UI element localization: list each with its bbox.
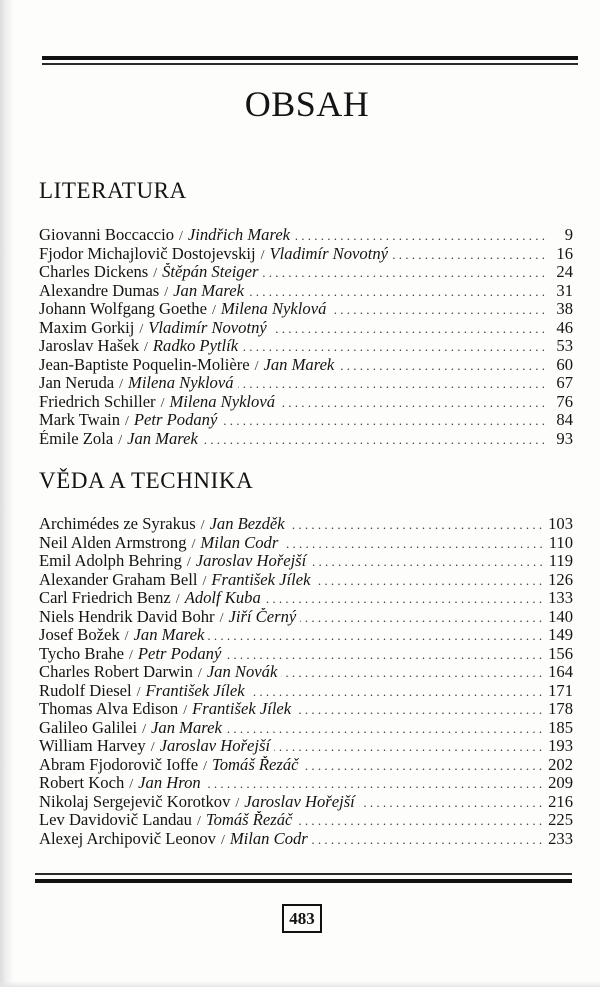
dot-leader [296, 812, 542, 830]
entry-subject: Fjodor Michajlovič Dostojevskij [39, 244, 256, 263]
entry-separator: / [164, 284, 169, 300]
entry-separator: / [150, 740, 155, 755]
toc-entry[interactable] [39, 337, 573, 356]
top-rule-thick [42, 56, 578, 60]
entry-subject: Alexandre Dumas [39, 281, 160, 300]
entry-subject: Carl Friedrich Benz [39, 589, 171, 607]
dot-leader [281, 664, 542, 682]
entry-page-number: 46 [556, 318, 573, 337]
entry-author: Štěpán Steiger [162, 263, 259, 281]
entry-author: Tomáš Řezáč [212, 755, 299, 774]
section-heading-veda-a-technika: VĚDA A TECHNIKA [39, 468, 254, 493]
toc-entry[interactable] [39, 589, 573, 608]
dot-leader [294, 227, 545, 245]
toc-entry[interactable] [39, 534, 573, 553]
entry-author: Vladimír Novotný [269, 244, 388, 263]
entry-separator: / [191, 536, 196, 552]
entry-subject: Jan Neruda [39, 374, 115, 392]
entry-separator: / [220, 832, 225, 848]
toc-entry[interactable] [39, 226, 573, 245]
entry-page-number: 110 [548, 533, 573, 552]
entry-subject: Tycho Brahe [39, 644, 125, 663]
entry-page-number: 164 [548, 663, 573, 681]
entry-page-number: 24 [556, 263, 573, 281]
toc-entry[interactable] [39, 263, 573, 282]
toc-entry[interactable] [39, 663, 573, 682]
toc-entry[interactable] [39, 682, 573, 701]
entry-author: František Jílek [192, 700, 292, 718]
entry-page-number: 133 [548, 589, 573, 607]
entry-separator: / [202, 573, 207, 589]
dot-leader [248, 283, 545, 301]
entry-subject: Maxim Gorkij [39, 318, 135, 337]
entry-author: Jan Bezděk [209, 515, 285, 533]
dot-leader [279, 394, 545, 412]
toc-entry[interactable] [39, 719, 573, 738]
entry-author: Petr Podaný [133, 411, 218, 429]
entry-page-number: 67 [556, 374, 573, 392]
entry-separator: / [118, 432, 123, 448]
entry-separator: / [129, 777, 134, 792]
entry-subject: Alexander Graham Bell [39, 570, 198, 589]
entry-page-number: 156 [548, 644, 573, 663]
entry-page-number: 149 [548, 626, 573, 644]
toc-entry[interactable] [39, 282, 573, 301]
toc-entry[interactable] [39, 411, 573, 430]
dot-leader [303, 757, 543, 775]
entry-subject: Galileo Galilei [39, 718, 138, 737]
entry-page-number: 60 [556, 355, 573, 374]
page-number: 483 [282, 904, 322, 933]
dot-leader [202, 431, 545, 449]
entry-author: Milan Codr [229, 829, 308, 848]
entry-subject: Johann Wolfgang Goethe [39, 300, 207, 318]
top-rule-thin [42, 63, 578, 65]
dot-leader [359, 794, 542, 812]
entry-page-number: 202 [548, 755, 573, 774]
entry-author: Petr Podaný [137, 644, 222, 663]
entry-subject: Archimédes ze Syrakus [39, 515, 196, 533]
entry-author: Milena Nyklová [220, 300, 327, 318]
toc-entry[interactable] [39, 626, 573, 645]
entry-separator: / [200, 518, 205, 533]
entry-separator: / [260, 247, 265, 263]
entry-page-number: 31 [556, 281, 573, 300]
dot-leader [221, 412, 545, 430]
entry-author: Radko Pytlík [152, 337, 239, 355]
entry-subject: Abram Fjodorovič Ioffe [39, 755, 199, 774]
entry-subject: Émile Zola [39, 429, 114, 448]
dot-leader [271, 320, 545, 338]
entry-separator: / [124, 629, 129, 644]
toc-entry[interactable] [39, 830, 573, 849]
dot-leader [282, 535, 542, 553]
toc-entry[interactable] [39, 245, 573, 264]
entry-page-number: 216 [548, 792, 573, 811]
dot-leader [392, 246, 545, 264]
toc-entry[interactable] [39, 571, 573, 590]
toc-entry[interactable] [39, 300, 573, 319]
dot-leader [225, 646, 542, 664]
toc-list-literatura [39, 226, 573, 448]
entry-author: Jaroslav Hořejší [195, 552, 307, 570]
entry-separator: / [179, 229, 183, 244]
section-heading-literatura: LITERATURA [39, 178, 187, 203]
entry-subject: Josef Božek [39, 626, 120, 644]
entry-separator: / [136, 684, 141, 700]
entry-author: Jan Hron [138, 774, 201, 792]
toc-entry[interactable] [39, 552, 573, 571]
dot-leader [338, 357, 545, 375]
toc-entry[interactable] [39, 811, 573, 830]
dot-leader [238, 375, 545, 393]
entry-page-number: 53 [556, 337, 573, 355]
toc-entry[interactable] [39, 515, 573, 534]
dot-leader [289, 516, 542, 534]
entry-separator: / [144, 340, 148, 355]
entry-page-number: 126 [548, 570, 573, 589]
entry-subject: Giovanni Boccaccio [39, 226, 175, 244]
entry-page-number: 140 [548, 607, 573, 626]
entry-separator: / [183, 703, 188, 718]
entry-author: Jaroslav Hořejší [244, 792, 355, 811]
entry-author: Jan Marek [133, 626, 205, 644]
entry-subject: Emil Adolph Behring [39, 552, 182, 570]
entry-page-number: 38 [556, 300, 573, 318]
toc-entry[interactable] [39, 319, 573, 338]
entry-author: Jan Marek [151, 718, 222, 737]
entry-subject: Thomas Alva Edison [39, 700, 179, 718]
toc-entry[interactable] [39, 774, 573, 793]
dot-leader [226, 720, 542, 738]
entry-author: Tomáš Řezáč [205, 811, 293, 829]
entry-author: Milena Nyklová [169, 392, 276, 411]
entry-page-number: 84 [556, 411, 573, 429]
entry-author: František Jílek [211, 570, 311, 589]
entry-subject: Jean-Baptiste Poquelin-Molière [39, 355, 250, 374]
entry-page-number: 93 [556, 429, 573, 448]
dot-leader [208, 627, 542, 645]
entry-author: František Jílek [145, 681, 245, 700]
entry-subject: William Harvey [39, 737, 146, 755]
entry-subject: Lev Davidovič Landau [39, 811, 192, 829]
entry-page-number: 171 [548, 681, 573, 700]
toc-entry[interactable] [39, 430, 573, 449]
entry-page-number: 185 [548, 718, 573, 737]
entry-page-number: 16 [556, 244, 573, 263]
bottom-rule-thick [35, 879, 572, 883]
entry-author: Jaroslav Hořejší [159, 737, 271, 755]
entry-subject: Nikolaj Sergejevič Korotkov [39, 792, 231, 811]
entry-author: Jan Marek [263, 355, 335, 374]
entry-separator: / [254, 358, 259, 374]
entry-separator: / [186, 555, 191, 570]
dot-leader [249, 683, 543, 701]
dot-leader [312, 831, 542, 849]
entry-separator: / [197, 666, 202, 681]
entry-separator: / [219, 610, 224, 626]
entry-page-number: 9 [564, 226, 573, 244]
entry-author: Jindřich Marek [187, 226, 291, 244]
toc-list-veda-a-technika [39, 515, 573, 848]
page-bottom-edge [0, 981, 600, 987]
entry-page-number: 233 [548, 829, 573, 848]
entry-separator: / [139, 321, 144, 337]
toc-entry[interactable] [39, 700, 573, 719]
entry-author: Adolf Kuba [184, 589, 261, 607]
entry-separator: / [129, 647, 133, 663]
entry-separator: / [235, 795, 240, 811]
entry-separator: / [211, 303, 216, 318]
entry-subject: Mark Twain [39, 411, 121, 429]
entry-page-number: 119 [548, 552, 573, 570]
toc-entry[interactable] [39, 793, 573, 812]
entry-separator: / [142, 721, 147, 737]
entry-author: Jan Novák [206, 663, 278, 681]
entry-author: Milan Codr [200, 533, 279, 552]
entry-subject: Jaroslav Hašek [39, 337, 139, 355]
entry-author: Vladimír Novotný [148, 318, 267, 337]
dot-leader [330, 301, 545, 319]
entry-separator: / [196, 814, 201, 829]
entry-subject: Niels Hendrik David Bohr [39, 607, 215, 626]
toc-entry[interactable] [39, 356, 573, 375]
page-title: OBSAH [244, 84, 370, 124]
entry-page-number: 193 [548, 737, 573, 755]
dot-leader [262, 264, 545, 282]
dot-leader [314, 572, 542, 590]
entry-page-number: 103 [548, 515, 573, 533]
entry-separator: / [153, 266, 158, 281]
toc-entry[interactable] [39, 645, 573, 664]
entry-page-number: 225 [548, 811, 573, 829]
toc-entry[interactable] [39, 374, 573, 393]
dot-leader [274, 738, 542, 756]
entry-page-number: 209 [548, 774, 573, 792]
dot-leader [265, 590, 542, 608]
entry-subject: Charles Dickens [39, 263, 149, 281]
entry-subject: Alexej Archipovič Leonov [39, 829, 216, 848]
entry-separator: / [119, 377, 123, 392]
entry-subject: Neil Alden Armstrong [39, 533, 187, 552]
dot-leader [300, 609, 542, 627]
toc-entry[interactable] [39, 393, 573, 412]
entry-subject: Charles Robert Darwin [39, 663, 193, 681]
bottom-rule-thin [35, 873, 572, 875]
dot-leader [205, 775, 542, 793]
entry-author: Milena Nyklová [128, 374, 234, 392]
entry-separator: / [175, 592, 180, 607]
entry-author: Jiří Černý [228, 607, 297, 626]
dot-leader [242, 338, 545, 356]
entry-separator: / [125, 414, 129, 429]
entry-page-number: 178 [548, 700, 573, 718]
entry-separator: / [203, 758, 208, 774]
entry-page-number: 76 [556, 392, 573, 411]
toc-entry[interactable] [39, 737, 573, 756]
entry-subject: Rudolf Diesel [39, 681, 132, 700]
toc-entry[interactable] [39, 756, 573, 775]
dot-leader [310, 553, 542, 571]
page-binding-shadow [0, 0, 14, 987]
entry-subject: Robert Koch [39, 774, 125, 792]
entry-subject: Friedrich Schiller [39, 392, 156, 411]
entry-author: Jan Marek [127, 429, 198, 448]
toc-entry[interactable] [39, 608, 573, 627]
dot-leader [295, 701, 542, 719]
entry-separator: / [160, 395, 165, 411]
entry-author: Jan Marek [173, 281, 244, 300]
